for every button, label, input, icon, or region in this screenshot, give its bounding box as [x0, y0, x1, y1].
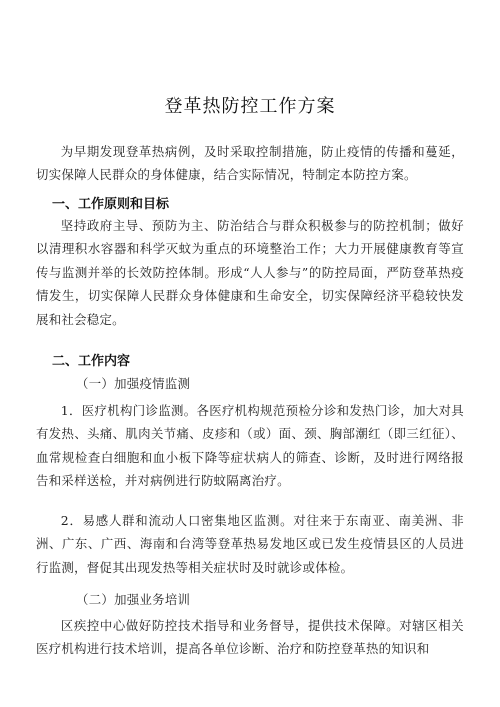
subheading-training: （二）加强业务培训 — [76, 592, 191, 607]
principles-paragraph: 坚持政府主导、预防为主、防治结合与群众积极参与的防控机制；做好以清理积水容器和科学灭蚊为重点的环境整治工作；大力开展健康教育等宣传与监测并举的长效防控体制。形成“人人参与”的防控局面，严防登革热疫情发生，切实保障人民群众身体健康和生命安全，切实保障经济平稳较快发展和社会稳定。 — [36, 218, 464, 327]
section-heading-principles: 一、工作原则和目标 — [52, 197, 170, 212]
clinic-monitoring-paragraph: 1．医疗机构门诊监测。各医疗机构规范预检分诊和发热门诊，加大对具有发热、头痛、肌肉关节痛、皮疹和（或）面、颈、胸部潮红（即三红征）、血常规检查白细胞和血小板下降等症状病人的筛查、诊断，及时进行网络报告和采样送检，并对病例进行防蚊隔离治疗。 — [36, 403, 464, 489]
population-monitoring-paragraph: 2．易感人群和流动人口密集地区监测。对往来于东南亚、南美洲、非洲、广东、广西、海南和台湾等登革热易发地区或已发生疫情县区的人员进行监测，督促其出现发热等相关症状时及时就诊或体检。 — [36, 513, 464, 575]
intro-paragraph: 为早期发现登革热病例，及时采取控制措施，防止疫情的传播和蔓延，切实保障人民群众的身体健康，结合实际情况，特制定本防控方案。 — [36, 144, 464, 183]
training-paragraph: 区疾控中心做好防控技术指导和业务督导，提供技术保障。对辖区相关医疗机构进行技术培训，提高各单位诊断、治疗和防控登革热的知识和 — [36, 618, 464, 657]
section-heading-content: 二、工作内容 — [52, 354, 131, 369]
document-title: 登革热防控工作方案 — [164, 96, 336, 117]
subheading-epidemic-monitoring: （一）加强疫情监测 — [76, 376, 191, 391]
